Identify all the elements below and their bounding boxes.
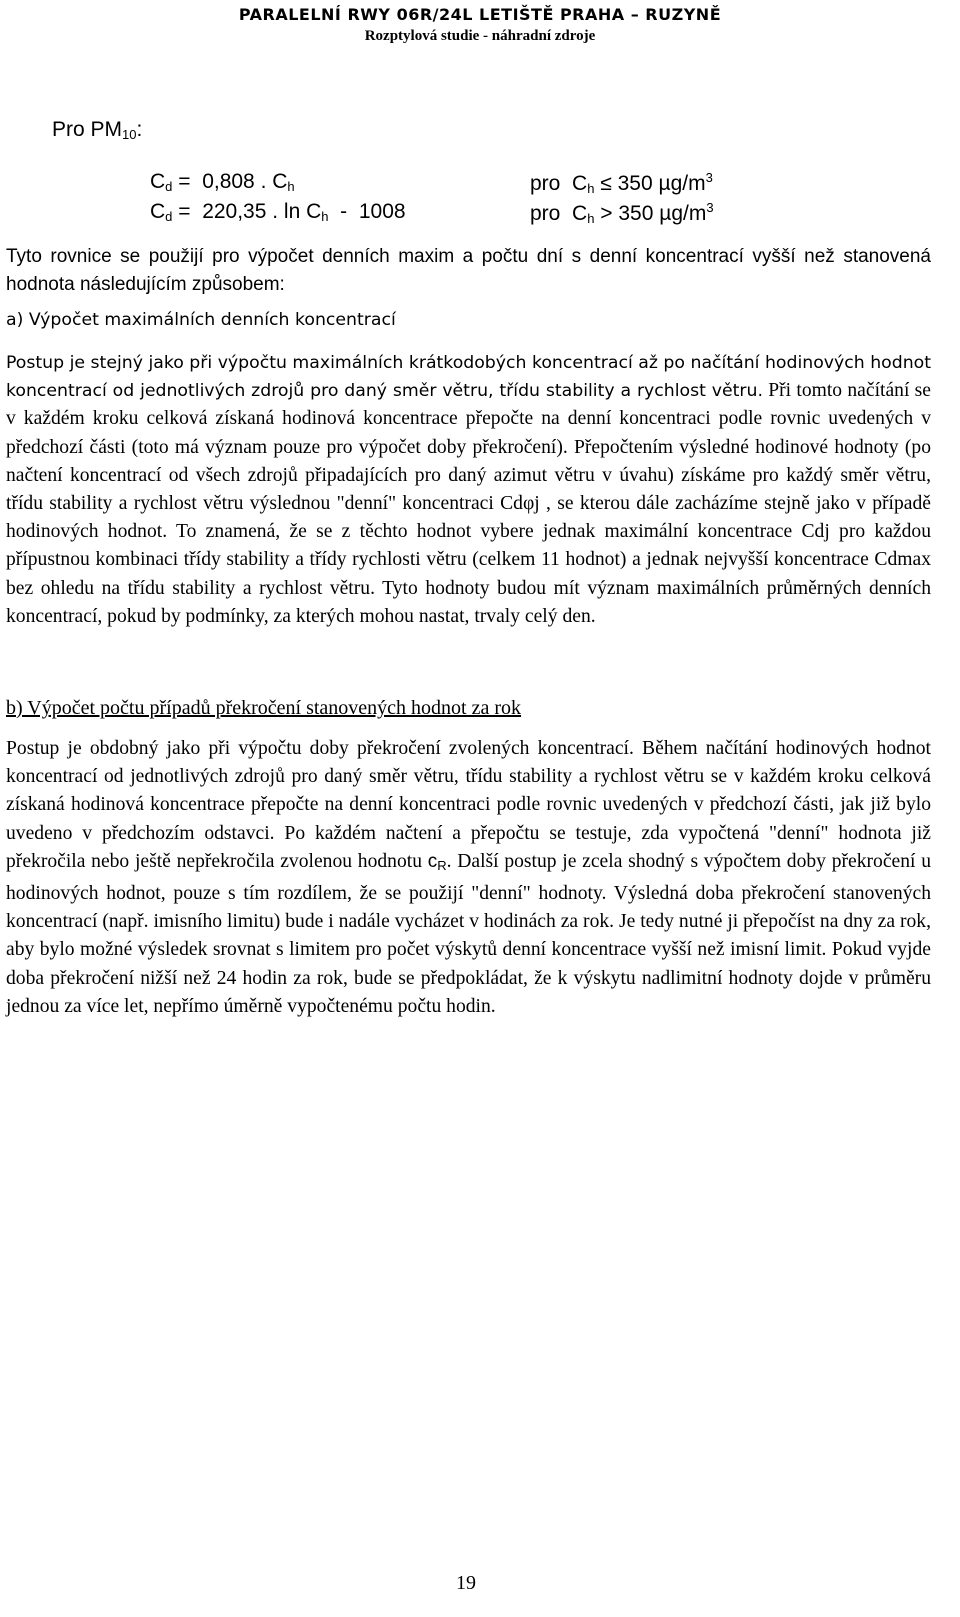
equation-1-condition: pro $C_h \le 350$ $\mu g/m^3$: [530, 170, 713, 196]
section-b-heading: b) Výpočet počtu případů překročení stanovených hodnot za rok: [6, 697, 522, 719]
section-a-paragraph: Postup je stejný jako při výpočtu maximálních krátkodobých koncentrací až po načítání hodinových hodnot koncentrací od jednotlivých zdrojů pro daný směr větru, třídu stability a rychlost větru. Při tomto načítání se v každém kroku celková získaná hodinová koncentrace přepočte na denní koncentraci podle rovnic uvedených v předchozí části (toto má význam pouze pro výpočet doby překročení). Přepočtením výsledné hodinové hodnoty (po načtení koncentrací od všech zdrojů připadajících pro daný azimut větru v úvahu) získáme pro každý směr větru, třídu stability a rychlost větru výslednou "denní" koncentraci Cdφj , se kterou dále zacházíme stejně jako v případě hodinových hodnot. To znamená, že se z těchto hodnot vybere jednak maximální koncentrace Cdj pro každou přípustnou kombinaci třídy stability a třídy rychlosti větru (celkem 11 hodnot) a jednak nejvyšší koncentrace Cdmax bez ohledu na třídu stability a rychlost větru. Tyto hodnoty budou mít význam maximálních průměrných denních koncentrací, pokud by podmínky, za kterých mohou nastat, trvaly celý den.: [6, 353, 931, 627]
document-subtitle: Rozptylová studie - náhradní zdroje: [364, 28, 596, 44]
cr-symbol: $c_R$: [427, 850, 447, 873]
page-number: 19: [456, 1572, 476, 1594]
page-header: [0, 4, 960, 46]
section-a-heading: a) Výpočet maximálních denních koncentrací: [6, 310, 396, 330]
intro-paragraph: Tyto rovnice se použijí pro výpočet denních maxim a počtu dní s denní koncentrací vyšší než stanovená hodnota následujícím způsobem:: [6, 246, 931, 296]
equation-2-condition: pro $C_h > 350$ $\mu g/m^3$: [530, 200, 714, 226]
pm10-label: Pro $PM_{10}$:: [52, 118, 143, 142]
document-title: PARALELNÍ RWY 06R/24L LETIŠTĚ PRAHA – RUZYNĚ: [238, 5, 722, 24]
equation-1: $C_d = 0,808$ . $C_h$: [150, 170, 295, 194]
equation-2: $C_d = 220,35$ . $\ln C_h - 1008$: [150, 200, 406, 224]
section-b-paragraph: Postup je obdobný jako při výpočtu doby překročení zvolených koncentrací. Během načítání hodinových hodnot koncentrací od jednotlivých zdrojů pro daný směr větru, třídu stability a rychlost větru se v každém kroku celková získaná hodinová koncentrace přepočte na denní koncentraci podle rovnic uvedených v předchozí části, jak již bylo uvedeno v předchozím odstavci. Po každém načtení a přepočtu se testuje, zda vypočtená "denní" hodnota již překročila nebo ještě nepřekročila zvolenou hodnotu $c_R$. Další postup je zcela shodný s výpočtem doby překročení u hodinových hodnot, pouze s tím rozdílem, že se použijí "denní" hodnoty. Výsledná doba překročení stanovených koncentrací (např. imisního limitu) bude i nadále vycházet v hodinách za rok. Je tedy nutné ji přepočíst na dny za rok, aby bylo možné výsledek srovnat s limitem pro počet výskytů denní koncentrace vyšší než imisní limit. Pokud vyjde doba překročení nižší než 24 hodin za rok, bude se předpokládat, že k výskytu nadlimitní hodnoty dojde v průměru jednou za více let, nepřímo úměrně vypočtenému počtu hodin.: [6, 738, 931, 1017]
